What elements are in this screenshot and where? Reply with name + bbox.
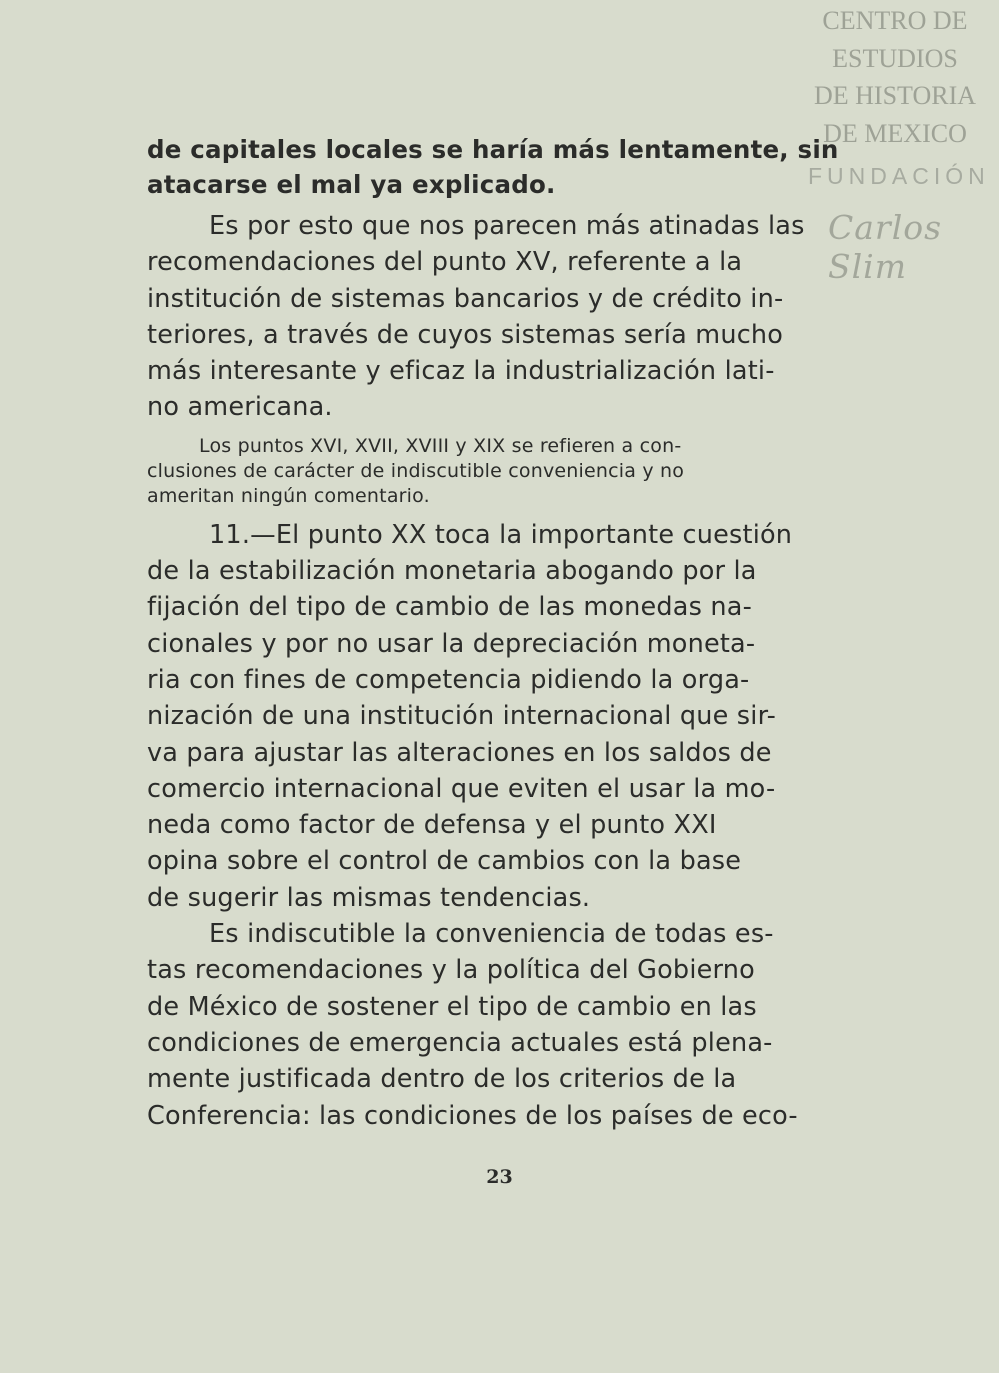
text-line: va para ajustar las alteraciones en los saldos de xyxy=(147,737,772,768)
watermark-line: ESTUDIOS xyxy=(832,43,958,73)
text-line: Los puntos XVI, XVII, XVIII y XIX se refieren a con- xyxy=(199,434,682,457)
text-line: fijación del tipo de cambio de las monedas na- xyxy=(147,592,753,623)
text-line: opina sobre el control de cambios con la base xyxy=(147,846,742,877)
paragraph xyxy=(147,916,839,1134)
watermark-fundacion: FUNDACIÓN xyxy=(808,163,990,189)
text-line: de México de sostener el tipo de cambio en las xyxy=(147,991,757,1022)
text-line: ria con fines de competencia pidiendo la orga- xyxy=(147,664,750,695)
text-line: Es indiscutible la conveniencia de todas es- xyxy=(209,919,774,950)
text-line: condiciones de emergencia actuales está plena- xyxy=(147,1027,773,1058)
paragraph xyxy=(147,208,839,426)
watermark-signature: Carlos Slim xyxy=(828,208,943,286)
text-line: teriores, a través de cuyos sistemas sería mucho xyxy=(147,319,784,350)
text-line: de la estabilización monetaria abogando por la xyxy=(147,556,757,587)
watermark-line: CENTRO DE xyxy=(822,6,968,35)
text-line: neda como factor de defensa y el punto XXI xyxy=(147,810,717,841)
watermark-line: DE HISTORIA xyxy=(813,81,977,110)
text-line: cionales y por no usar la depreciación moneta- xyxy=(147,628,756,659)
text-line: tas recomendaciones y la política del Gobierno xyxy=(147,955,755,986)
text-line: de capitales locales se haría más lentamente, sin xyxy=(147,135,839,164)
text-line: recomendaciones del punto XV, referente a la xyxy=(147,247,743,278)
small-print-paragraph xyxy=(147,434,839,509)
text-line: institución de sistemas bancarios y de crédito in- xyxy=(147,283,784,314)
watermark-line: DE MEXICO xyxy=(823,118,967,148)
paragraph-continuation xyxy=(147,132,839,202)
text-line: Es por esto que nos parecen más atinadas las xyxy=(209,211,805,241)
text-line: nización de una institución internacional que sir- xyxy=(147,701,777,732)
body-text xyxy=(147,132,839,1134)
page-number: 23 xyxy=(486,1166,513,1188)
text-line: ameritan ningún comentario. xyxy=(147,484,430,507)
text-line: comercio internacional que eviten el usar la mo- xyxy=(147,773,776,804)
text-line: 11.—El punto XX toca la importante cuestión xyxy=(209,519,793,550)
text-line: mente justificada dentro de los criterios de la xyxy=(147,1064,737,1095)
text-line: clusiones de carácter de indiscutible conveniencia y no xyxy=(147,459,685,482)
archive-watermark xyxy=(795,2,995,152)
text-line: de sugerir las mismas tendencias. xyxy=(147,882,591,913)
text-line: atacarse el mal ya explicado. xyxy=(147,170,556,199)
text-line: no americana. xyxy=(147,392,333,423)
text-line: más interesante y eficaz la industrialización lati- xyxy=(147,356,775,387)
text-line: Conferencia: las condiciones de los países de eco- xyxy=(147,1100,798,1131)
paragraph xyxy=(147,517,839,916)
